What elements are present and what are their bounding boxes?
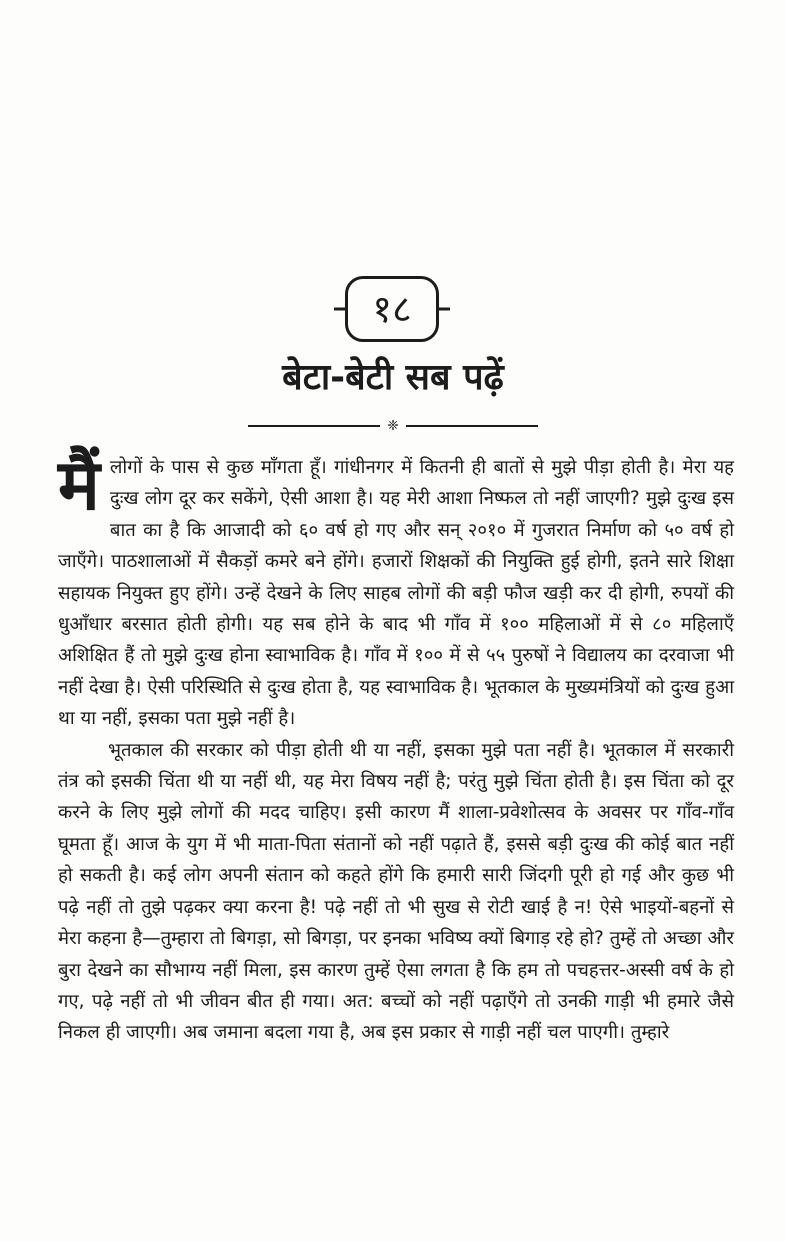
paragraph-1 — [58, 444, 734, 735]
paragraph-1-text: लोगों के पास से कुछ माँगता हूँ। गांधीनगर में कितनी ही बातों से मुझे पीड़ा होती है। मेरा यह दुःख लोग दूर कर सकेंगे, ऐसी आशा है। यह मेरी आशा निष्फल तो नहीं जाएगी? मुझे दुःख इस बात का है कि आजादी को ६० वर्ष हो गए और सन् २०१० में गुजरात निर्माण को ५० वर्ष हो जाएँगे। पाठशालाओं में सैकड़ों कमरे बने होंगे। हजारों शिक्षकों की नियुक्ति हुई होगी, इतने सारे शिक्षा सहायक नियुक्त हुए होंगे। उन्हें देखने के लिए साहब लोगों की बड़ी फौज खड़ी कर दी होगी, रुपयों की धुआँधार बरसात होती होगी। यह सब होने के बाद भी गाँव में १०० महिलाओं में से ८० महिलाएँ अशिक्षित हैं तो मुझे दुःख होना स्वाभाविक है। गाँव में १०० में से ५५ पुरुषों ने विद्यालय का दरवाजा भी नहीं देखा है। ऐसी परिस्थिति से दुःख होता है, यह स्वाभाविक है। भूतकाल के मुख्यमंत्रियों को दुःख हुआ था या नहीं, इसका पता मुझे नहीं है। — [58, 457, 734, 730]
paragraph-2: भूतकाल की सरकार को पीड़ा होती थी या नहीं, इसका मुझे पता नहीं है। भूतकाल में सरकारी तंत्र को इसकी चिंता थी या नहीं थी, यह मेरा विषय नहीं है; परंतु मुझे चिंता होती है। इस चिंता को दूर करने के लिए मुझे लोगों की मदद चाहिए। इसी कारण मैं शाला-प्रवेशोत्सव के अवसर पर गाँव-गाँव घूमता हूँ। आज के युग में भी माता-पिता संतानों को नहीं पढ़ाते हैं, इससे बड़ी दुःख की कोई बात नहीं हो सकती है। कई लोग अपनी संतान को कहते होंगे कि हमारी सारी जिंदगी पूरी हो गई और कुछ भी पढ़े नहीं तो तुझे पढ़कर क्या करना है! पढ़े नहीं तो भी सुख से रोटी खाई है न! ऐसे भाइयों-बहनों से मेरा कहना है—तुम्हारा तो बिगड़ा, सो बिगड़ा, पर इनका भविष्य क्यों बिगाड़ रहे हो? तुम्हें तो अच्छा और बुरा देखने का सौभाग्य नहीं मिला, इस कारण तुम्हें ऐसा लगता है कि हम तो पचहत्तर-अस्सी वर्ष के हो गए, पढ़े नहीं तो भी जीवन बीत ही गया। अत: बच्चों को नहीं पढ़ाएँगे तो उनकी गाड़ी भी हमारे जैसे निकल ही जाएगी। अब जमाना बदला गया है, अब इस प्रकार से गाड़ी नहीं चल पाएगी। तुम्हारे — [58, 739, 734, 1044]
divider-line-right — [406, 425, 538, 427]
chapter-body — [58, 444, 734, 1049]
ornament-icon: ❈ — [387, 418, 399, 434]
divider-line-left — [248, 425, 380, 427]
chapter-number-badge — [345, 276, 439, 342]
chapter-number: १८ — [372, 287, 412, 331]
chapter-title: बेटा-बेटी सब पढ़ें — [282, 357, 504, 398]
drop-cap: मैं — [58, 444, 100, 526]
title-divider — [248, 414, 538, 438]
